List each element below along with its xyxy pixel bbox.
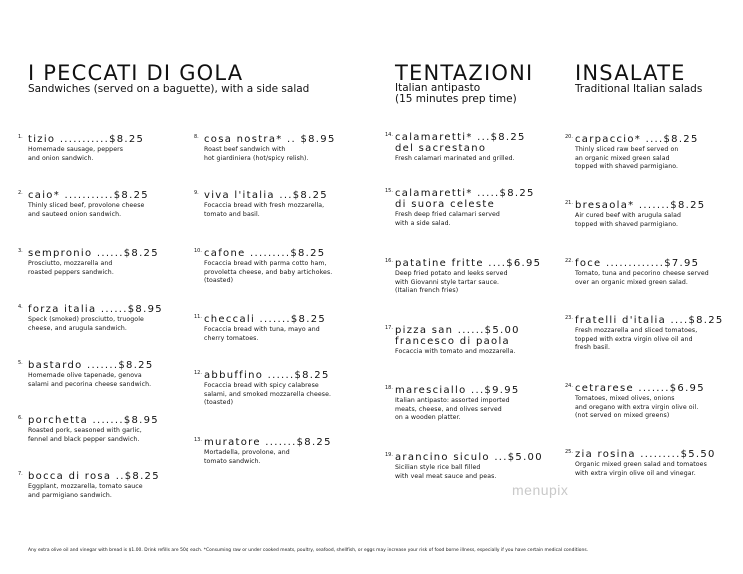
menu-item-bastardo xyxy=(18,360,154,389)
item-name-price: bocca di rosa ..$8.25 xyxy=(28,471,160,482)
menu-item-sempronio xyxy=(18,248,159,277)
footnote: Any extra olive oil and vinegar with bread is $1.00. Drink refills are 50¢ each. *Consuming raw or under cooked meats, poultry, seafood, shellfish, or eggs may increase your risk of food borne illness, especially if you have certain medical conditions. xyxy=(28,548,589,553)
item-number: 5. xyxy=(18,360,23,366)
item-name-price: cosa nostra* .. $8.95 xyxy=(204,134,336,145)
item-name-price: calamaretti* .....$8.25 xyxy=(395,188,535,199)
menu-item-calamaretti-del-sacrestano xyxy=(385,132,526,164)
item-number: 8. xyxy=(194,134,199,140)
item-name-line-2: di suora celeste xyxy=(395,199,496,210)
item-description: Speck (smoked) prosciutto, truogole cheese, and arugula sandwich. xyxy=(28,316,144,332)
item-description: Air cured beef with arugula salad topped with shaved parmigiano. xyxy=(575,212,682,228)
item-number: 17. xyxy=(385,325,393,331)
item-description: Tomato, tuna and pecorino cheese served over an organic mixed green salad. xyxy=(575,270,709,286)
item-description: Eggplant, mozzarella, tomato sauce and parmigiano sandwich. xyxy=(28,483,143,499)
item-number: 2. xyxy=(18,190,23,196)
item-name-price: porchetta .......$8.95 xyxy=(28,415,159,426)
section-subtitle-insalate: Traditional Italian salads xyxy=(575,83,703,95)
section-title-insalate: INSALATE xyxy=(575,61,686,85)
item-name-price: fratelli d'italia ....$8.25 xyxy=(575,315,724,326)
watermark: menupix xyxy=(512,482,569,498)
item-name-line-2: del sacrestano xyxy=(395,143,487,154)
item-name-price: cafone .........$8.25 xyxy=(204,248,326,259)
item-number: 24. xyxy=(565,383,573,389)
menu-item-bocca-di-rosa xyxy=(18,471,160,500)
menu-item-bresaola xyxy=(565,200,706,229)
item-name-price: tizio ...........$8.25 xyxy=(28,134,145,145)
menu-item-caio xyxy=(18,190,149,219)
item-number: 9. xyxy=(194,190,199,196)
item-description: Focaccia bread with parma cotto ham, provoletta cheese, and baby artichokes. (toasted) xyxy=(204,260,333,285)
menu-item-checcali xyxy=(194,314,327,343)
item-name-price: foce .............$7.95 xyxy=(575,258,700,269)
item-number: 11. xyxy=(194,314,202,320)
item-number: 13. xyxy=(194,437,202,443)
item-description: Sicilian style rice ball filled with veal meat sauce and peas. xyxy=(395,464,497,480)
item-number: 19. xyxy=(385,452,393,458)
item-number: 23. xyxy=(565,315,573,321)
item-name-price: pizza san ......$5.00 xyxy=(395,325,520,336)
item-description: Focaccia bread with tuna, mayo and cherry tomatoes. xyxy=(204,326,320,342)
item-name-line-2: francesco di paola xyxy=(395,336,510,347)
item-description: Thinly sliced beef, provolone cheese and sauteed onion sandwich. xyxy=(28,202,145,218)
item-name-price: maresciallo ...$9.95 xyxy=(395,385,520,396)
menu-item-muratore xyxy=(194,437,332,466)
item-number: 15. xyxy=(385,188,393,194)
item-description: Homemade olive tapenade, genova salami and pecorina cheese sandwich. xyxy=(28,372,152,388)
item-number: 20. xyxy=(565,134,573,140)
item-description: Roasted pork, seasoned with garlic, fennel and black pepper sandwich. xyxy=(28,427,142,443)
item-name-price: checcali .......$8.25 xyxy=(204,314,327,325)
item-description: Fresh calamari marinated and grilled. xyxy=(395,155,515,162)
item-description: Thinly sliced raw beef served on an organic mixed green salad topped with shaved parmigiano. xyxy=(575,146,679,171)
menu-item-abbuffino xyxy=(194,370,332,408)
menu-item-patatine-fritte xyxy=(385,258,542,296)
section-subtitle-sandwiches: Sandwiches (served on a baguette), with a side salad xyxy=(28,83,310,95)
section-subtitle-tentazioni: Italian antipasto xyxy=(395,82,481,94)
item-number: 6. xyxy=(18,415,23,421)
menu-item-foce xyxy=(565,258,709,287)
menu-item-maresciallo xyxy=(385,385,520,423)
item-number: 12. xyxy=(194,370,202,376)
section-title-tentazioni: TENTAZIONI xyxy=(395,61,534,85)
item-number: 16. xyxy=(385,258,393,264)
item-name-price: patatine fritte ....$6.95 xyxy=(395,258,542,269)
menu-item-cafone xyxy=(194,248,333,286)
menu-item-zia-rosina xyxy=(565,449,716,478)
item-number: 21. xyxy=(565,200,573,206)
item-description: Focaccia bread with spicy calabrese salami, and smoked mozzarella cheese. (toasted) xyxy=(204,382,332,407)
item-number: 1. xyxy=(18,134,23,140)
item-description: Tomatoes, mixed olives, onions and oregano with extra virgin olive oil. (not served on mixed greens) xyxy=(575,395,699,420)
menu-item-pizza-san-francesco xyxy=(385,325,520,357)
menu-item-porchetta xyxy=(18,415,159,444)
menu-item-tizio xyxy=(18,134,145,163)
item-description: Fresh deep fried calamari served with a side salad. xyxy=(395,211,500,227)
item-name-price: viva l'italia ...$8.25 xyxy=(204,190,328,201)
menu-item-carpaccio xyxy=(565,134,699,172)
item-name-price: bastardo .......$8.25 xyxy=(28,360,154,371)
menu-item-cosa-nostra xyxy=(194,134,336,163)
section-subtitle-tentazioni-prep: (15 minutes prep time) xyxy=(395,93,517,105)
item-number: 14. xyxy=(385,132,393,138)
item-description: Organic mixed green salad and tomatoes with extra virgin olive oil and vinegar. xyxy=(575,461,707,477)
item-number: 18. xyxy=(385,385,393,391)
item-number: 22. xyxy=(565,258,573,264)
item-description: Italian antipasto: assorted imported meats, cheese, and olives served on a wooden platter. xyxy=(395,397,510,422)
menu-item-calamaretti-di-suora-celeste xyxy=(385,188,535,228)
item-name-price: zia rosina .........$5.50 xyxy=(575,449,716,460)
item-description: Homemade sausage, peppers and onion sandwich. xyxy=(28,146,124,162)
item-name-price: carpaccio* ....$8.25 xyxy=(575,134,699,145)
item-name-price: caio* ...........$8.25 xyxy=(28,190,149,201)
section-title-sandwiches: I PECCATI DI GOLA xyxy=(28,61,244,85)
item-description: Deep fried potato and leeks served with Giovanni style tartar sauce. (Italian french fries) xyxy=(395,270,508,295)
menu-item-forza-italia xyxy=(18,304,163,333)
item-name-price: forza italia ......$8.95 xyxy=(28,304,163,315)
item-name-price: cetrarese .......$6.95 xyxy=(575,383,705,394)
item-description: Focaccia with tomato and mozzarella. xyxy=(395,348,516,355)
item-description: Prosciutto, mozzarella and roasted peppers sandwich. xyxy=(28,260,114,276)
item-number: 10. xyxy=(194,248,202,254)
menu-item-arancino-siculo xyxy=(385,452,543,481)
item-name-price: bresaola* .......$8.25 xyxy=(575,200,706,211)
item-description: Mortadella, provolone, and tomato sandwich. xyxy=(204,449,290,465)
item-description: Fresh mozzarella and sliced tomatoes, topped with extra virgin olive oil and fresh basil. xyxy=(575,327,698,352)
item-number: 4. xyxy=(18,304,23,310)
menu-item-fratelli-ditalia xyxy=(565,315,724,353)
item-number: 25. xyxy=(565,449,573,455)
item-name-price: arancino siculo ...$5.00 xyxy=(395,452,543,463)
item-description: Roast beef sandwich with hot giardiniera (hot/spicy relish). xyxy=(204,146,309,162)
item-name-price: calamaretti* ...$8.25 xyxy=(395,132,526,143)
menu-item-cetrarese xyxy=(565,383,705,421)
item-number: 7. xyxy=(18,471,23,477)
item-name-price: abbuffino ......$8.25 xyxy=(204,370,330,381)
item-number: 3. xyxy=(18,248,23,254)
menu-item-viva-litalia xyxy=(194,190,328,219)
item-name-price: muratore .......$8.25 xyxy=(204,437,332,448)
item-description: Focaccia bread with fresh mozzarella, tomato and basil. xyxy=(204,202,325,218)
item-name-price: sempronio ......$8.25 xyxy=(28,248,159,259)
